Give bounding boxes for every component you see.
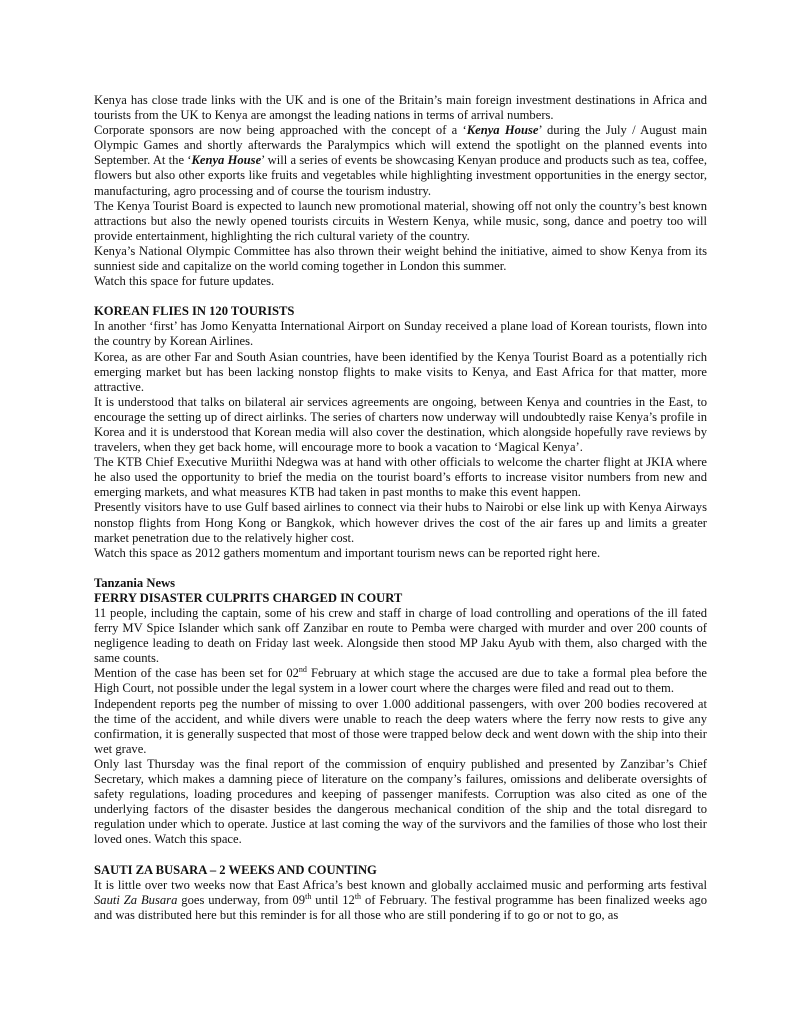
ferry-paragraph-1: 11 people, including the captain, some of his crew and staff in charge of load controlling and operations of the ill fated ferry MV Spice Islander which sank off Zanzibar en route to Pemba were charged with murder and over 200 counts of negligence leading to death on Friday last week. Alongside then stood MP Jaku Ayub with them, also charged with the same counts.: [94, 606, 707, 666]
festival-name: Sauti Za Busara: [94, 892, 178, 907]
korean-paragraph-2: Korea, as are other Far and South Asian countries, have been identified by the Kenya Tourist Board as a potentially rich emerging market but has been lacking nonstop flights to make visits to Kenya, and East Africa for that matter, more attractive.: [94, 349, 707, 394]
ferry-paragraph-3: Independent reports peg the number of missing to over 1.000 additional passengers, with over 200 bodies recovered at the time of the accident, and while divers were unable to reach the deep waters where the ferry now rests to give any confirmation, it is generally suspected that most of those were trapped below deck and went down with the ship into their wet grave.: [94, 696, 707, 756]
kenya-house-paragraph-1: Kenya has close trade links with the UK and is one of the Britain’s main foreign investment destinations in Africa and tourists from the UK to Kenya are amongst the leading nations in terms of arrival numbers.: [94, 93, 707, 123]
sauti-heading: SAUTI ZA BUSARA – 2 WEEKS AND COUNTING: [94, 862, 377, 877]
sauti-paragraph-1: It is little over two weeks now that East Africa’s best known and globally acclaimed music and performing arts festival Sauti Za Busara goes underway, from 09th until 12th of February. The festival programme has been finalized weeks ago and was distributed here but this reminder is for all those who are still pondering if to go or not to go, as: [94, 877, 708, 922]
korean-paragraph-1: In another ‘first’ has Jomo Kenyatta International Airport on Sunday received a plane load of Korean tourists, flown into the country by Korean Airlines.: [94, 319, 707, 349]
korean-paragraph-6: Watch this space as 2012 gathers momentum and important tourism news can be reported right here.: [94, 545, 601, 560]
kenya-house-paragraph-5: Watch this space for future updates.: [94, 274, 275, 289]
tanzania-section-title: Tanzania News: [94, 575, 176, 590]
ferry-paragraph-2: Mention of the case has been set for 02nd February at which stage the accused are due to take a formal plea before the High Court, not possible under the legal system in a lower court where the charges were filed and read out to them.: [94, 665, 707, 696]
kenya-house-paragraph-3: The Kenya Tourist Board is expected to launch new promotional material, showing off not only the country’s best known attractions but also the newly opened tourists circuits in Western Kenya, while music, song, dance and poetry too will provide entertainment, highlighting the rich cultural variety of the country.: [94, 198, 707, 243]
korean-paragraph-3: It is understood that talks on bilateral air services agreements are ongoing, between Kenya and countries in the East, to encourage the setting up of direct airlinks. The series of charters now underway will undoubtedly raise Kenya’s profile in Korea and it is understood that Korean media will also cover the destination, which alongside hopefully rave reviews by travelers, when they get back home, will encourage more to book a vacation to ‘Magical Kenya’.: [94, 394, 707, 455]
ferry-paragraph-4: Only last Thursday was the final report of the commission of enquiry published and presented by Zanzibar’s Chief Secretary, which makes a damning piece of literature on the company’s failures, omissions and deliberate oversights of safety regulations, loading procedures and keeping of passenger manifests. Corruption was also cited as one of the underlying factors of the disaster besides the dangerous mechanical condition of the ship and the total disregard to regulation under which to operate. Justice at last coming the way of the survivors and the families of those who lost their loved ones. Watch this space.: [94, 756, 707, 847]
ferry-heading: FERRY DISASTER CULPRITS CHARGED IN COURT: [94, 590, 403, 605]
kenya-house-emphasis: Kenya House: [466, 123, 539, 138]
korean-paragraph-4: The KTB Chief Executive Muriithi Ndegwa was at hand with other officials to welcome the charter flight at JKIA where he also used the opportunity to brief the media on the tourist board’s efforts to increase visitor numbers from new and emerging markets, and what measures KTB had taken in past months to make this event happen.: [94, 455, 707, 500]
kenya-house-paragraph-2: Corporate sponsors are now being approached with the concept of a ‘Kenya House’ during the July / August main Olympic Games and shortly afterwards the Paralympics which will extend the spotlight on the planned events into September. At the ‘Kenya House’ will a series of events be showcasing Kenyan produce and products such as tea, coffee, flowers but also other exports like fruits and vegetables while highlighting investment opportunities in the energy sector, manufacturing, agro processing and of course the tourism industry.: [94, 123, 708, 198]
korean-paragraph-5: Presently visitors have to use Gulf based airlines to connect via their hubs to Nairobi or else link up with Kenya Airways nonstop flights from Hong Kong or Bangkok, which however drives the cost of the air fares up and limits a greater market penetration due to the relatively higher cost.: [94, 500, 707, 545]
kenya-house-emphasis: Kenya House: [191, 153, 262, 168]
korean-heading: KOREAN FLIES IN 120 TOURISTS: [94, 304, 295, 319]
kenya-house-paragraph-4: Kenya’s National Olympic Committee has also thrown their weight behind the initiative, aimed to show Kenya from its sunniest side and capitalize on the world coming together in London this summer.: [94, 243, 707, 274]
